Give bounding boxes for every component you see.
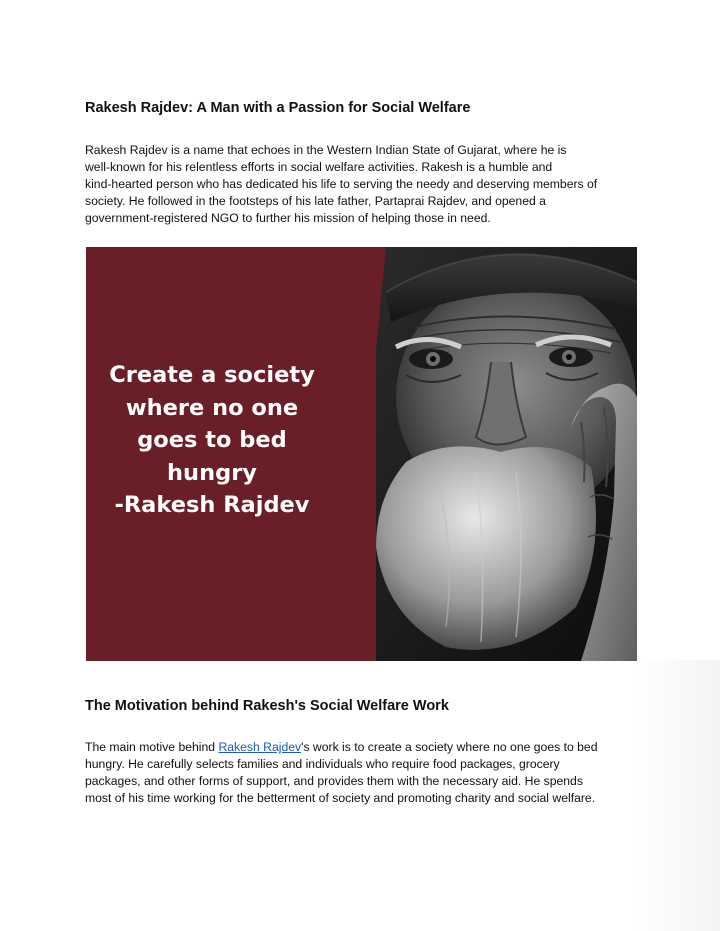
intro-line: society. He followed in the footsteps of his late father, Partaprai Rajdev, and opened a [85, 194, 546, 208]
article-title: Rakesh Rajdev: A Man with a Passion for Social Welfare [85, 100, 471, 116]
background-fade [630, 660, 720, 931]
portrait-illustration [376, 247, 637, 661]
motivation-line: packages, and other forms of support, and provides them with the necessary aid. He spends [85, 774, 583, 788]
intro-line: well-known for his relentless efforts in social welfare activities. Rakesh is a humble and [85, 160, 553, 174]
motivation-line [85, 739, 640, 756]
quote-attribution: -Rakesh Rajdev [114, 492, 310, 518]
text-after-link: 's work is to create a society where no one goes to bed [301, 740, 598, 754]
rakesh-rajdev-link[interactable]: Rakesh Rajdev [218, 740, 302, 754]
elderly-man-portrait [376, 247, 637, 661]
quote-line: hungry [167, 459, 257, 486]
motivation-line: most of his time working for the betterment of society and promoting charity and social welfare. [85, 791, 596, 805]
banner-quote [86, 359, 338, 522]
intro-line: Rakesh Rajdev is a name that echoes in the Western Indian State of Gujarat, where he is [85, 143, 567, 157]
intro-line: government-registered NGO to further his mission of helping those in need. [85, 211, 491, 225]
intro-paragraph [85, 142, 640, 227]
quote-banner-image [86, 247, 637, 661]
quote-line: where no one [125, 394, 299, 421]
text-before-link: The main motive behind [85, 740, 219, 754]
motivation-line: hungry. He carefully selects families and individuals who require food packages, grocery [85, 757, 560, 771]
section-title: The Motivation behind Rakesh's Social Welfare Work [85, 698, 449, 714]
intro-line: kind-hearted person who has dedicated his life to serving the needy and deserving members of [85, 177, 598, 191]
quote-line: Create a society [109, 362, 315, 388]
motivation-paragraph [85, 739, 640, 807]
quote-line: goes to bed [137, 427, 287, 453]
